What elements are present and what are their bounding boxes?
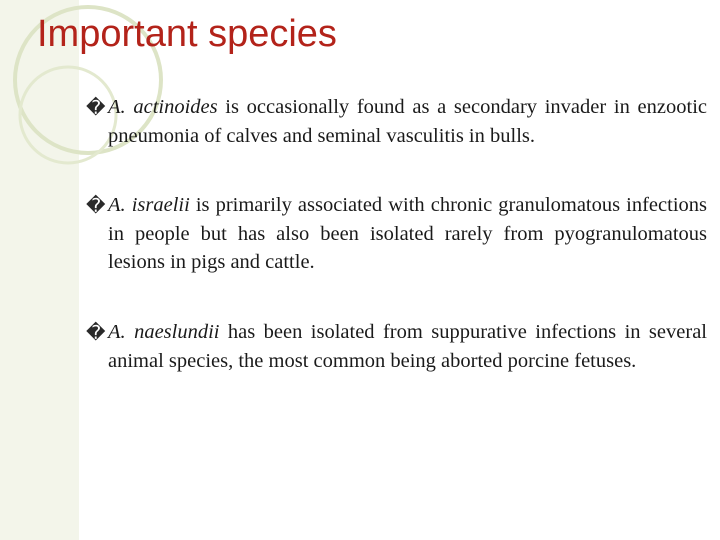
slide-title: Important species <box>37 13 337 55</box>
bullet-item-actinoides <box>86 93 707 150</box>
bullet-text: is occasionally found as a secondary invader in enzootic pneumonia of calves and seminal vasculitis in bulls. <box>108 96 707 147</box>
bullet-text: is primarily associated with chronic granulomatous infections in people but has also been isolated rarely from pyogranulomatous lesions in pigs and cattle. <box>108 194 708 274</box>
species-name: A. israelii <box>108 194 190 217</box>
bullet-list <box>86 93 707 375</box>
bullet-item-israelii <box>86 191 707 277</box>
side-band <box>0 0 79 540</box>
bullet-text: has been isolated from suppurative infections in several animal species, the most common being aborted porcine fetuses. <box>108 320 707 372</box>
species-name: A. naeslundii <box>108 320 220 343</box>
bullet-marker-icon: � <box>86 321 106 344</box>
bullet-marker-icon: � <box>86 195 106 218</box>
bullet-marker-icon: � <box>86 97 106 119</box>
bullet-item-naeslundii <box>86 318 707 375</box>
species-name: A. actinoides <box>108 96 218 118</box>
